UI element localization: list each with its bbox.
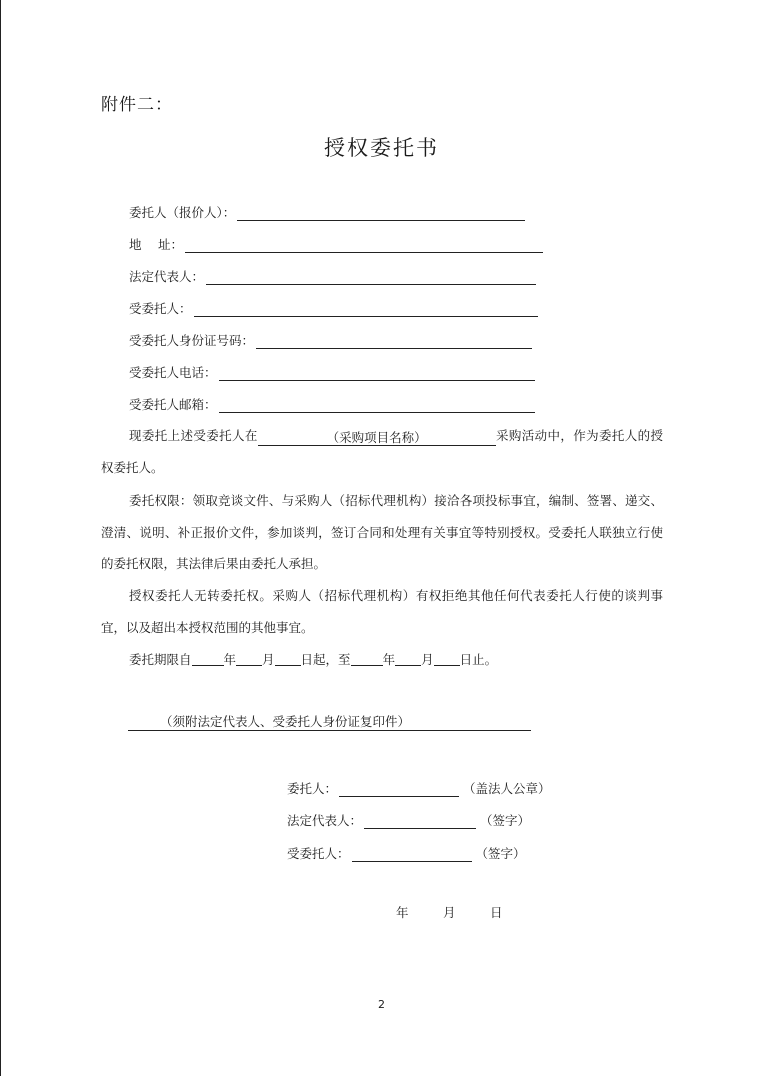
field-legal-rep-blank[interactable] [206, 270, 536, 285]
field-agent-id-blank[interactable] [256, 334, 532, 349]
field-agent [129, 299, 538, 317]
project-name-blank[interactable] [258, 431, 496, 446]
field-agent-email-label: 受委托人邮箱： [129, 397, 217, 412]
paragraph-authority: 委托权限：领取竞谈文件、与采购人（招标代理机构）接洽各项投标事宜，编制、签署、递交、澄清、说明、补正报价文件，参加谈判，签订合同和处理有关事宜等特别授权。受委托人联独立行使的委托权限，其法律后果由委托人承担。 [101, 493, 663, 571]
signature-legal-rep-blank[interactable] [364, 814, 476, 829]
paragraph-no-transfer: 授权委托人无转委托权。采购人（招标代理机构）有权拒绝其他任何代表委托人行使的谈判事宜，以及超出本授权范围的其他事宜。 [101, 588, 663, 635]
term-end-year-blank[interactable] [351, 651, 383, 666]
term-start-year-blank[interactable] [192, 651, 224, 666]
paragraph-entrust-before: 现委托上述受委托人在 [129, 428, 258, 443]
paragraph-entrust [101, 420, 663, 483]
field-principal-label: 委托人（报价人）： [129, 205, 236, 220]
signature-principal-suffix: （盖法人公章） [463, 781, 551, 796]
field-agent-phone-label: 受委托人电话： [129, 365, 217, 380]
field-legal-rep-label: 法定代表人： [129, 269, 205, 284]
id-copy-note: （须附法定代表人、受委托人身份证复印件） [128, 714, 531, 731]
field-principal [129, 203, 525, 221]
field-agent-phone [129, 363, 535, 381]
term-day-from-label: 日起，至 [300, 652, 351, 667]
signature-legal-rep-suffix: （签字） [480, 813, 531, 828]
field-agent-email-blank[interactable] [219, 398, 535, 413]
signature-agent-blank[interactable] [352, 847, 472, 862]
field-legal-rep [129, 267, 536, 285]
field-address-label: 地 址： [129, 237, 183, 252]
field-agent-email [129, 395, 535, 413]
signature-agent-label: 受委托人： [287, 846, 350, 861]
date-month-label: 月 [443, 905, 456, 920]
signature-principal-blank[interactable] [339, 782, 459, 797]
field-address-blank[interactable] [185, 238, 543, 253]
term-end-year-label: 年 [382, 652, 396, 667]
field-agent-label: 受委托人： [129, 301, 192, 316]
page-number: 2 [378, 998, 385, 1011]
term-start-day-blank[interactable] [275, 651, 301, 666]
term-end-day-blank[interactable] [434, 651, 460, 666]
term-day-end-label: 日止。 [459, 652, 498, 667]
field-principal-blank[interactable] [237, 206, 525, 221]
signature-legal-rep-label: 法定代表人： [287, 813, 363, 828]
date-day-label: 日 [490, 905, 503, 920]
signature-principal-label: 委托人： [287, 781, 338, 796]
field-agent-blank[interactable] [194, 302, 538, 317]
term-end-month-blank[interactable] [395, 651, 421, 666]
field-agent-id-label: 受委托人身份证号码： [129, 333, 255, 348]
field-agent-id [129, 331, 532, 349]
signature-legal-rep [287, 811, 530, 829]
signature-agent-suffix: （签字） [475, 846, 526, 861]
signature-principal [287, 779, 551, 797]
project-name-hint: （采购项目名称） [326, 430, 427, 445]
term-start-month-blank[interactable] [236, 651, 262, 666]
term-start-label: 委托期限自 [129, 652, 192, 667]
field-agent-phone-blank[interactable] [219, 366, 535, 381]
term-line [101, 644, 663, 676]
signature-agent [287, 844, 526, 862]
paragraph-entrust-after: 采购活动中，作为委托人的授权委托人。 [101, 428, 663, 475]
term-end-month-label: 月 [421, 652, 434, 667]
attachment-label: 附件二： [101, 95, 173, 115]
term-month-label: 月 [262, 652, 275, 667]
date-year-label: 年 [396, 905, 409, 920]
document-title: 授权委托书 [324, 136, 439, 160]
term-year-label: 年 [223, 652, 237, 667]
field-address [129, 235, 543, 253]
